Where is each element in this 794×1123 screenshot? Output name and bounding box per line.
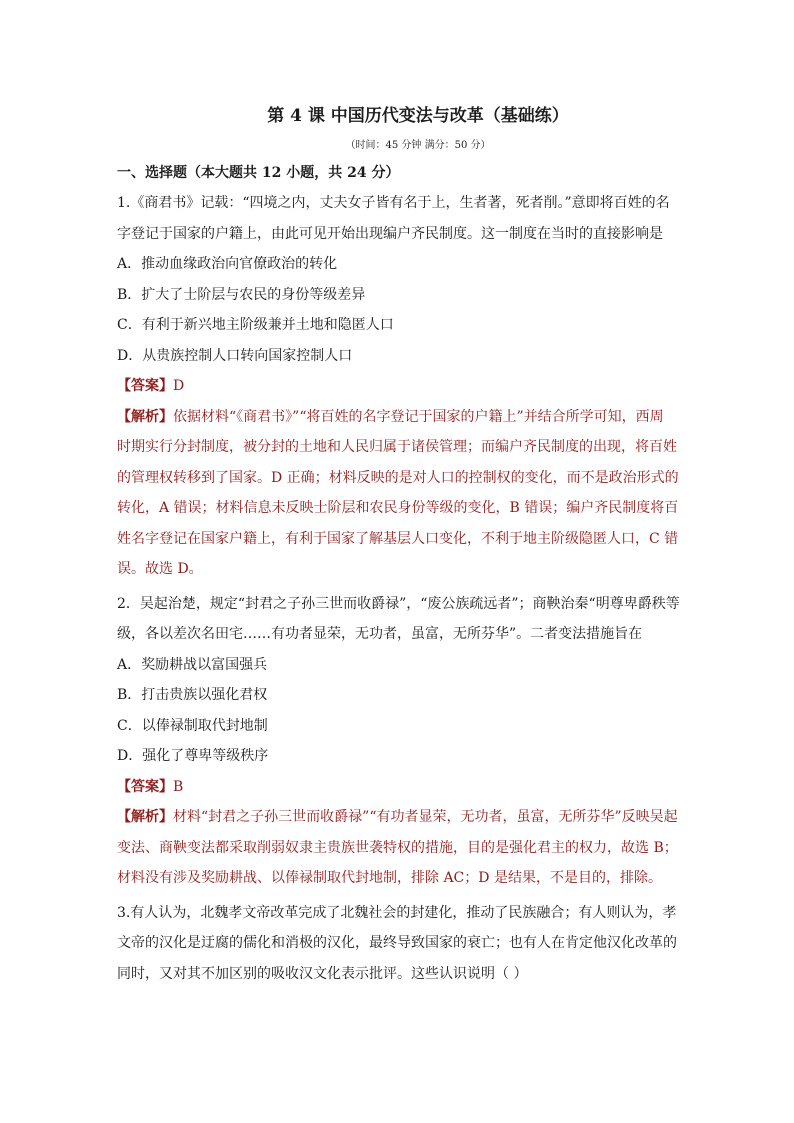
analysis-line: 时期实行分封制度，被分封的土地和人民归属于诸侯管理；而编户齐民制度的出现，将百姓	[117, 439, 677, 455]
question-stem-line: 文帝的汉化是迂腐的儒化和消极的汉化，最终导致国家的衰亡；也有人在肯定他汉化改革的	[117, 935, 677, 951]
option-a: A．推动血缘政治向官僚政治的转化	[117, 256, 338, 272]
analysis	[117, 802, 679, 894]
answer-tag: 【答案】	[117, 778, 173, 795]
analysis-line	[117, 802, 679, 833]
question-2	[117, 589, 679, 894]
exam-info: （时间：45 分钟 满分：50 分）	[345, 140, 491, 151]
analysis-line: 误。故选 D。	[117, 561, 203, 577]
analysis-line: 姓名字登记在国家户籍上，有利于国家了解基层人口变化，不利于地主阶级隐匿人口，C 错	[117, 530, 679, 547]
analysis-text: 依据材料“《商君书》”“将百姓的名字登记于国家的户籍上”并结合所学可知，西周	[173, 408, 664, 425]
analysis	[117, 402, 679, 585]
analysis-line	[117, 402, 679, 433]
question-stem-line: 字登记于国家的户籍上，由此可见开始出现编户齐民制度。这一制度在当时的直接影响是	[117, 225, 663, 242]
option-c: C．有利于新兴地主阶级兼并土地和隐匿人口	[117, 317, 394, 333]
section-heading: 一、选择题（本大题共 12 小题，共 24 分）	[117, 165, 400, 181]
question-1	[117, 188, 679, 585]
option-a: A．奖励耕战以富国强兵	[117, 656, 268, 673]
question-stem-line: 1.《商君书》记载：“四境之内，丈夫女子皆有名于上，生者著，死者削。”意即将百姓的名	[117, 195, 670, 211]
page-title: 第 4 课 中国历代变法与改革（基础练）	[267, 106, 569, 126]
option-c: C．以俸禄制取代封地制	[117, 717, 268, 734]
answer-value: D	[173, 378, 185, 394]
question-stem-line: 级，各以差次名田宅……有功者显荣，无功者，虽富，无所芬华”。二者变法措施旨在	[117, 626, 643, 642]
answer	[117, 371, 679, 402]
question-stem-line: 同时，又对其不加区别的吸收汉文化表示批评。这些认识说明（ ）	[117, 965, 528, 982]
option-d: D．从贵族控制人口转向国家控制人口	[117, 347, 353, 364]
analysis-text: 材料“封君之子孙三世而收爵禄”“有功者显荣，无功者，虽富，无所芬华”反映吴起	[173, 809, 678, 825]
question-stem-line: 3.有人认为，北魏孝文帝改革完成了北魏社会的封建化，推动了民族融合；有人则认为，孝	[117, 904, 677, 921]
answer-tag: 【答案】	[117, 378, 173, 394]
question-3	[117, 898, 679, 990]
answer-value: B	[173, 778, 184, 795]
answer	[117, 772, 679, 803]
question-stem-line: 2．吴起治楚，规定“封君之子孙三世而收爵禄”，“废公族疏远者”；商鞅治秦“明尊卑爵秩等	[117, 595, 680, 612]
analysis-line: 转化，A 错误；材料信息未反映士阶层和农民身份等级的变化，B 错误；编户齐民制度将百	[117, 500, 679, 516]
analysis-tag: 【解析】	[117, 809, 173, 825]
analysis-tag: 【解析】	[117, 408, 173, 425]
analysis-line: 变法、商鞅变法都采取削弱奴隶主贵族世袭特权的措施，目的是强化君主的权力，故选 B；	[117, 839, 678, 856]
option-b: B．扩大了士阶层与农民的身份等级差异	[117, 286, 366, 303]
option-b: B．打击贵族以强化君权	[117, 687, 268, 703]
analysis-line: 的管理权转移到了国家。D 正确；材料反映的是对人口的控制权的变化，而不是政治形式的	[117, 469, 679, 486]
document-page	[117, 96, 679, 989]
analysis-line: 材料没有涉及奖励耕战、以俸禄制取代封地制，排除 AC；D 是结果，不是目的，排除。	[117, 870, 662, 886]
option-d: D．强化了尊卑等级秩序	[117, 748, 269, 764]
